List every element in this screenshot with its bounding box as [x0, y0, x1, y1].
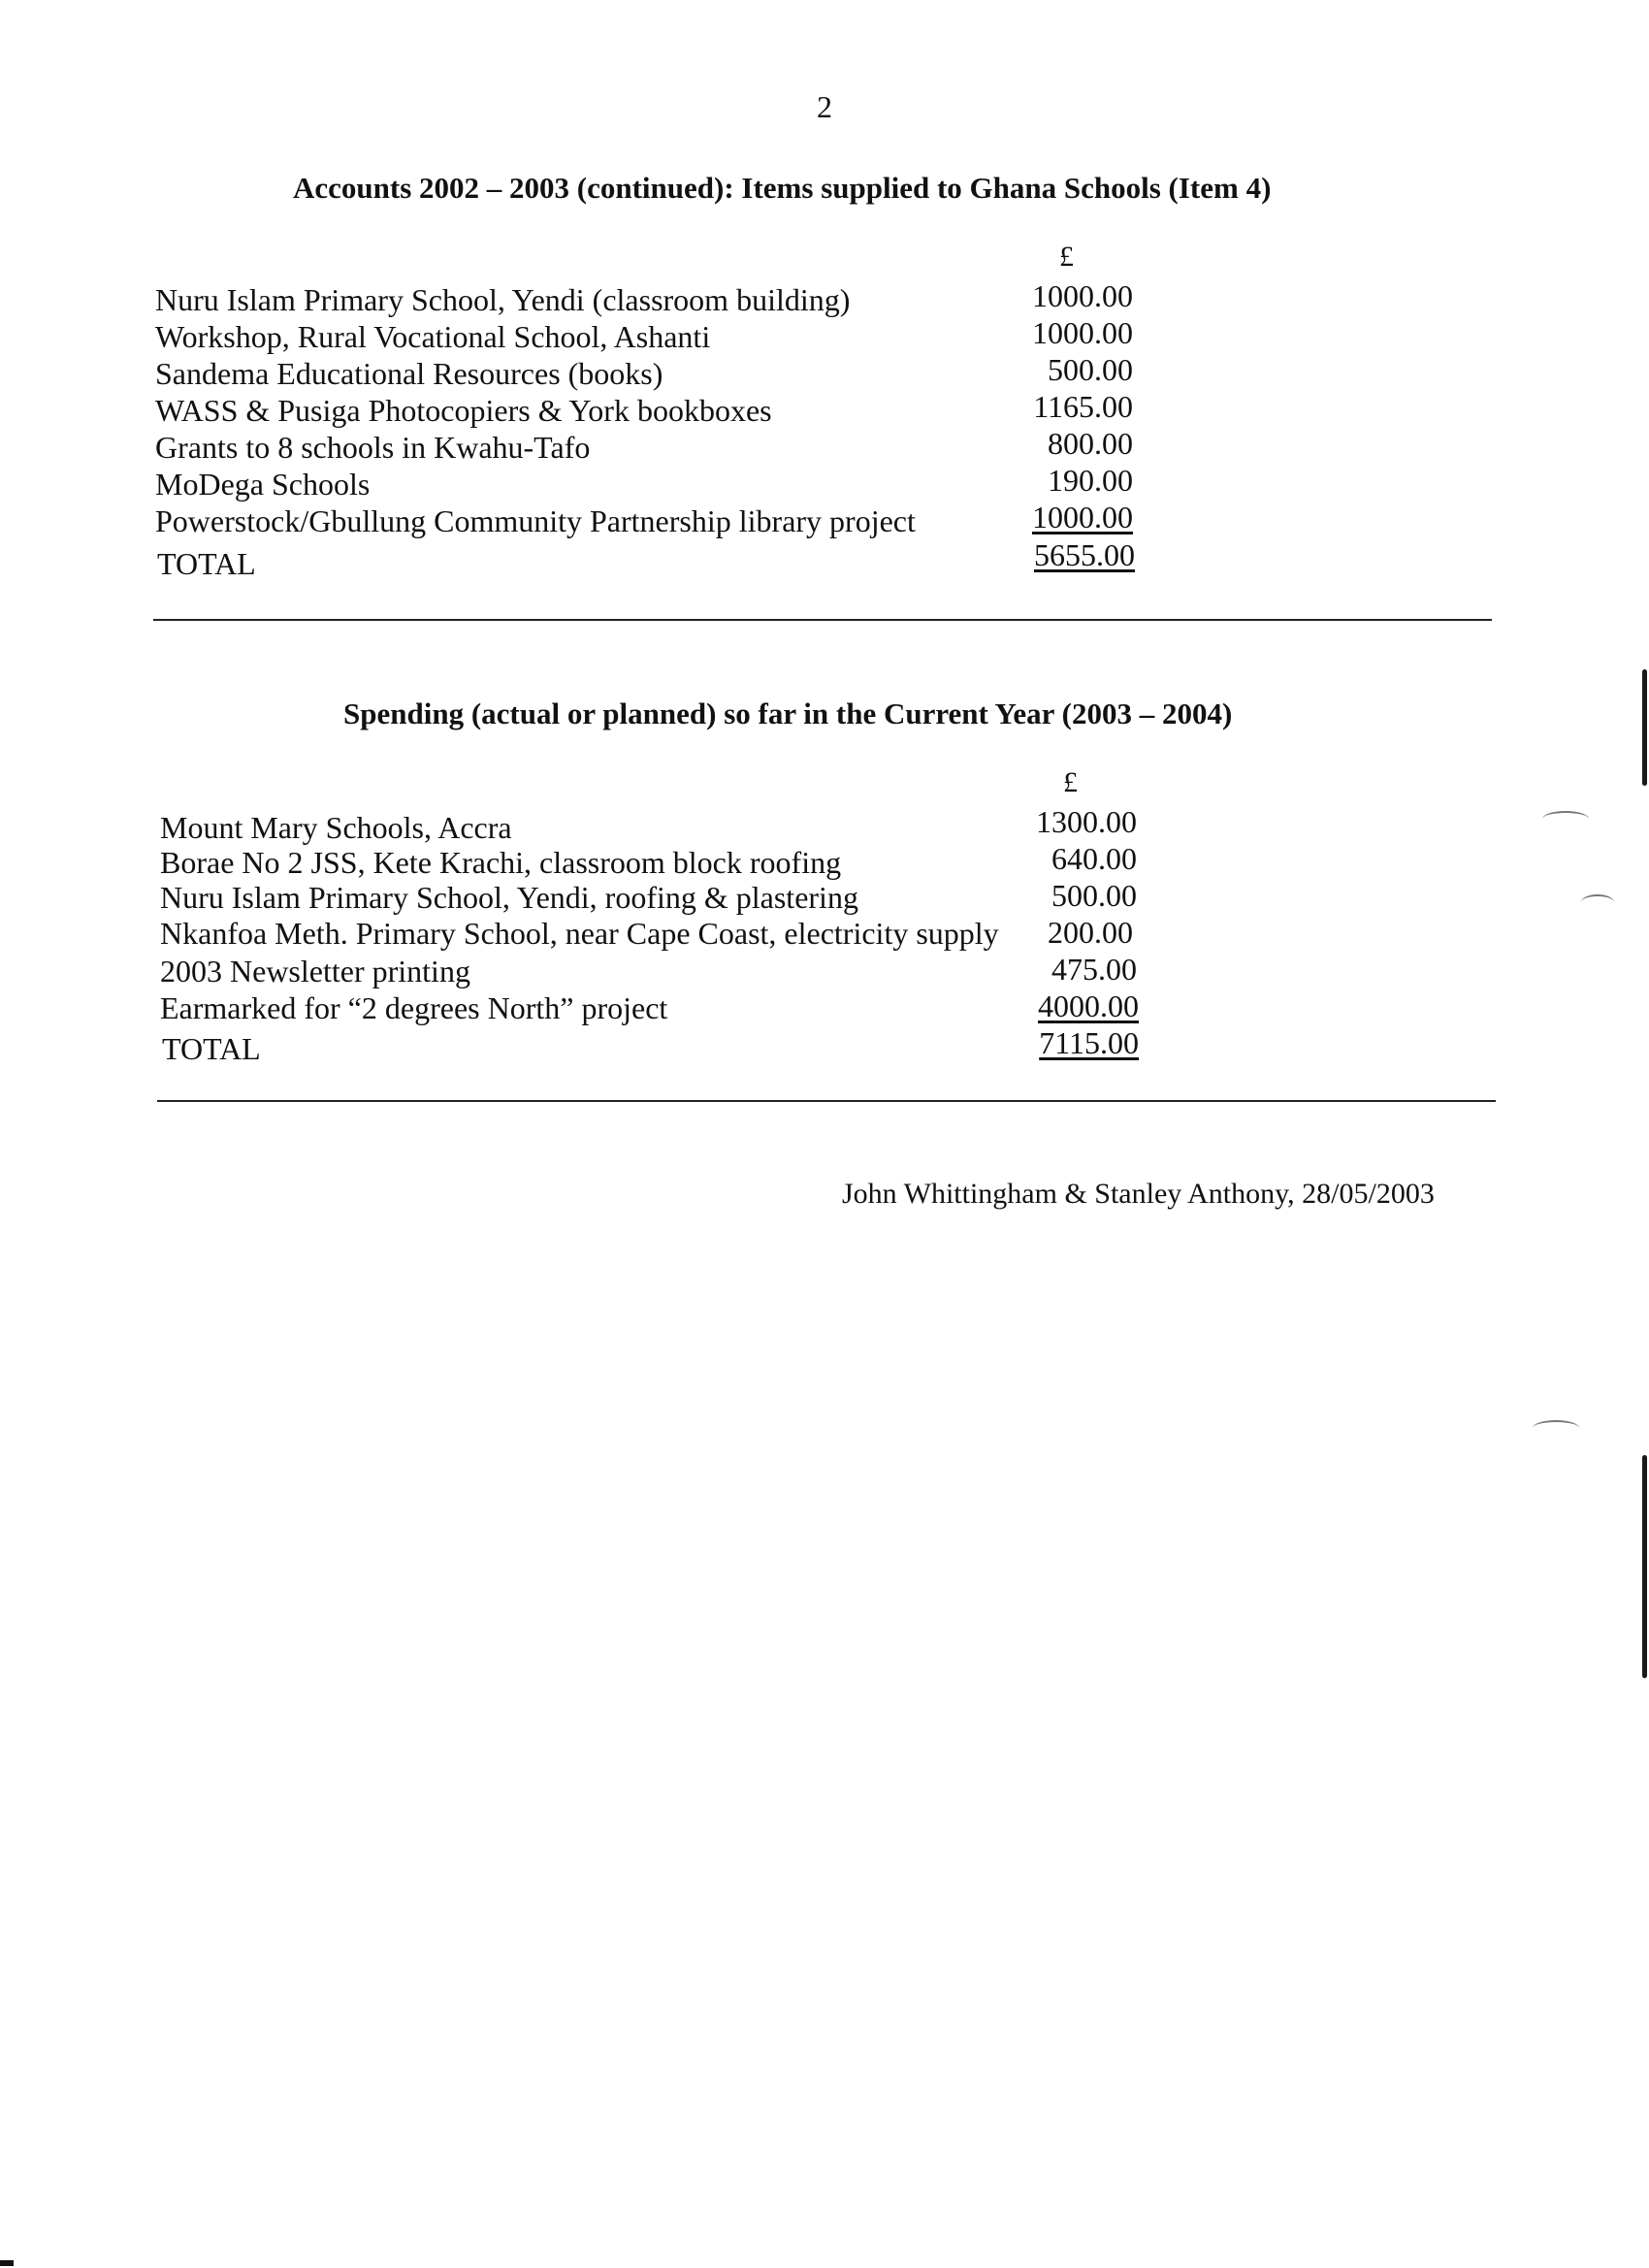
punch-hole-mark — [1581, 894, 1614, 910]
punch-hole-mark — [1542, 811, 1589, 826]
section2-row-label: Earmarked for “2 degrees North” project — [160, 990, 668, 1025]
section2-row-amount: 4000.00 — [1038, 988, 1139, 1023]
section2-row-label: Nkanfoa Meth. Primary School, near Cape Coast, electricity supply — [160, 916, 999, 951]
section1-row-label: Nuru Islam Primary School, Yendi (classroom building) — [155, 282, 851, 317]
page-number: 2 — [817, 89, 832, 124]
section1-row-label: Sandema Educational Resources (books) — [155, 356, 663, 391]
section2-row-label: Borae No 2 JSS, Kete Krachi, classroom block roofing — [160, 845, 842, 880]
page-edge-shadow — [1642, 1455, 1647, 1678]
section1-currency-symbol: £ — [1059, 241, 1074, 273]
section1-row-amount: 1165.00 — [1033, 389, 1133, 424]
section1-row-amount: 1000.00 — [1032, 500, 1133, 535]
section1-row-amount: 800.00 — [1048, 426, 1133, 461]
corner-mark — [0, 2260, 14, 2266]
section2-row-amount: 200.00 — [1048, 915, 1133, 950]
punch-hole-mark — [1533, 1420, 1579, 1436]
section1-row-amount: 1000.00 — [1032, 315, 1133, 350]
section1-row-label: Powerstock/Gbullung Community Partnership library project — [155, 503, 916, 538]
section2-row-amount: 1300.00 — [1036, 804, 1137, 839]
section1-total-label: TOTAL — [157, 546, 256, 581]
section1-title: Accounts 2002 – 2003 (continued): Items supplied to Ghana Schools (Item 4) — [293, 171, 1272, 205]
section2-row-label: Mount Mary Schools, Accra — [160, 810, 512, 845]
section1-row-amount: 500.00 — [1048, 352, 1133, 387]
section-divider — [157, 1100, 1496, 1102]
section2-row-amount: 640.00 — [1051, 841, 1137, 876]
section2-row-amount: 500.00 — [1051, 878, 1137, 913]
page-edge-shadow — [1642, 669, 1647, 786]
section2-row-label: 2003 Newsletter printing — [160, 954, 470, 988]
section2-row-label: Nuru Islam Primary School, Yendi, roofing & plastering — [160, 880, 858, 915]
section1-row-amount: 1000.00 — [1032, 278, 1133, 313]
section1-row-label: Workshop, Rural Vocational School, Ashanti — [155, 319, 711, 354]
section1-row-label: WASS & Pusiga Photocopiers & York bookboxes — [155, 393, 772, 428]
section2-total-amount: 7115.00 — [1039, 1025, 1139, 1060]
signature-line: John Whittingham & Stanley Anthony, 28/05/2003 — [842, 1178, 1435, 1210]
section1-row-amount: 190.00 — [1048, 463, 1133, 498]
section2-row-amount: 475.00 — [1051, 952, 1137, 987]
section1-total-amount: 5655.00 — [1034, 537, 1135, 572]
section1-row-label: MoDega Schools — [155, 467, 371, 502]
section2-title: Spending (actual or planned) so far in the Current Year (2003 – 2004) — [343, 697, 1233, 730]
section2-currency-symbol: £ — [1063, 766, 1078, 798]
section-divider — [153, 619, 1492, 621]
section2-total-label: TOTAL — [162, 1031, 261, 1066]
section1-row-label: Grants to 8 schools in Kwahu-Tafo — [155, 430, 591, 465]
